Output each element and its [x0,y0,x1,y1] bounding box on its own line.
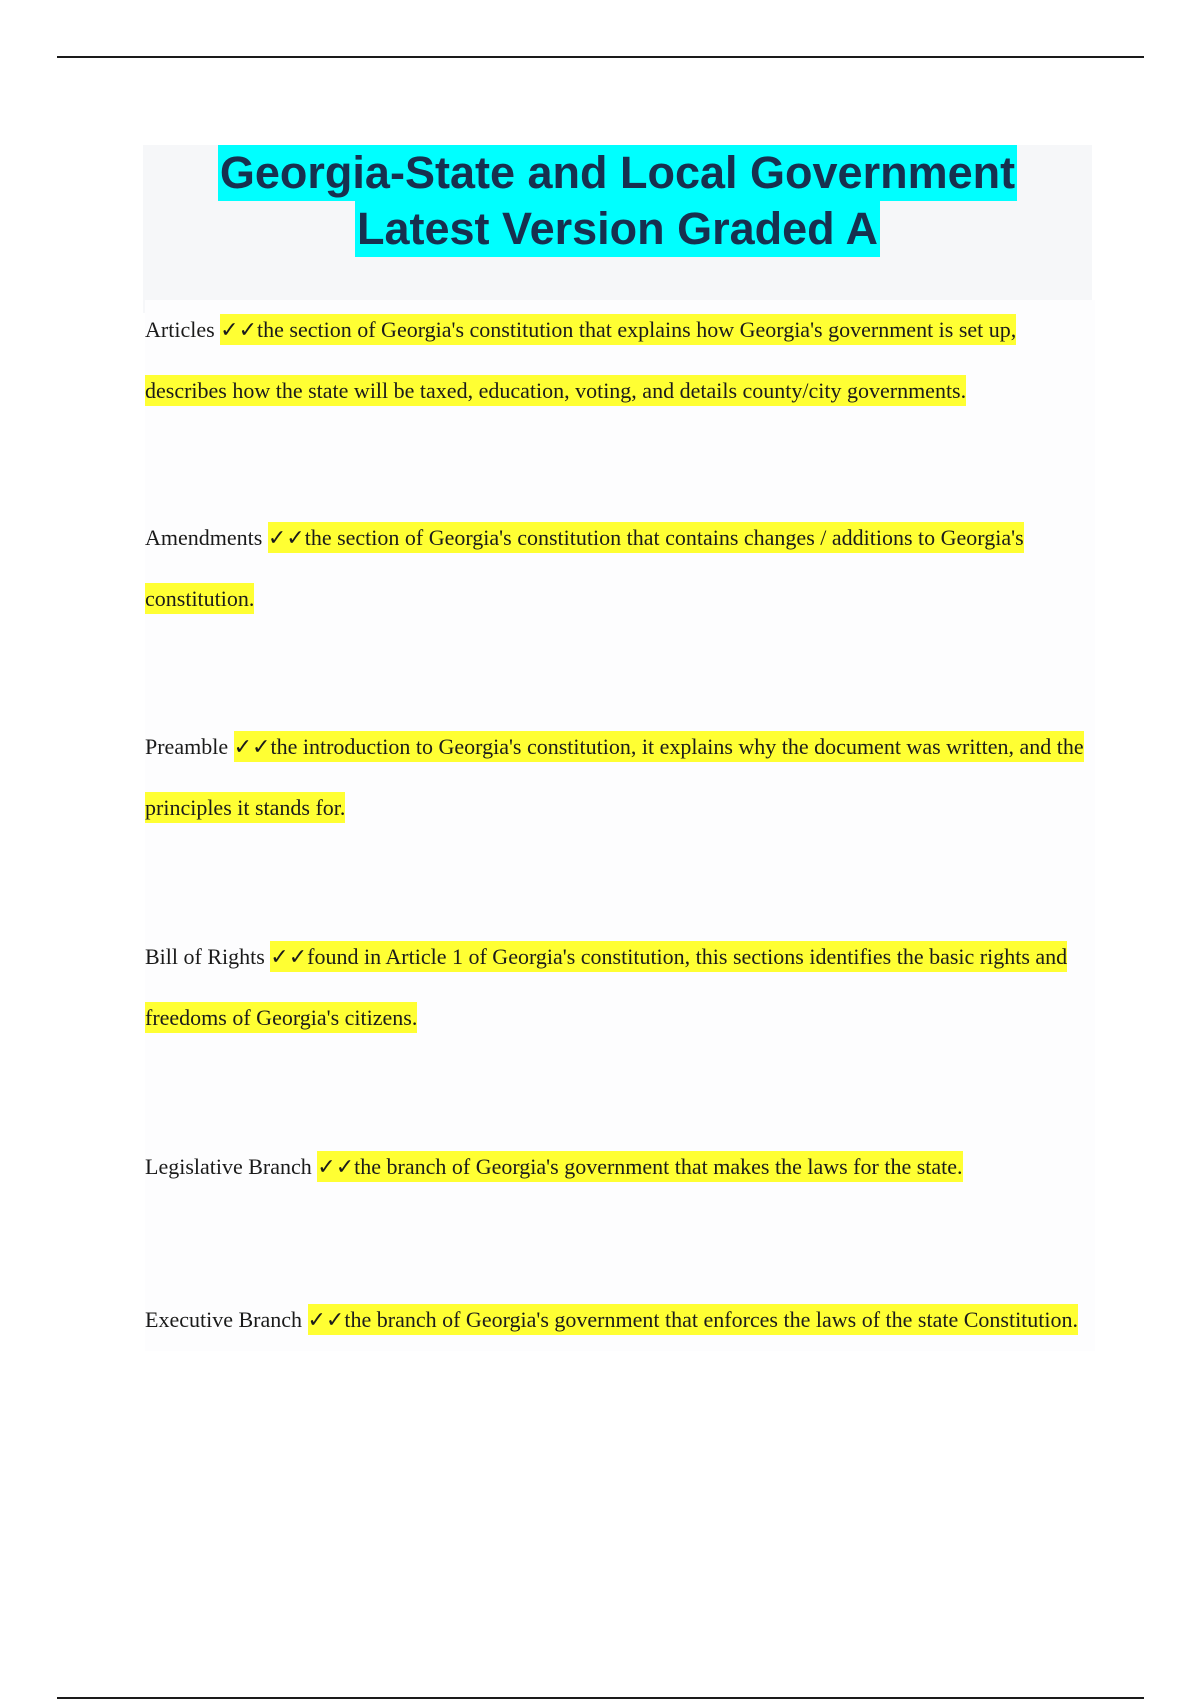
definition-legislative-branch: the branch of Georgia's government that makes the laws for the state. [354,1154,963,1179]
entry-preamble [145,717,1095,838]
title-block [143,145,1092,313]
term-legislative-branch: Legislative Branch [145,1154,312,1179]
definition-bill-of-rights: found in Article 1 of Georgia's constitution, this sections identifies the basic rights and freedoms of Georgia's citizens. [145,944,1068,1030]
entry-executive-branch [145,1290,1095,1351]
check-mark-icon: ✓✓ [220,318,258,343]
entry-bill-of-rights [145,927,1095,1048]
top-rule [57,56,1144,58]
check-mark-icon: ✓✓ [270,945,308,970]
term-executive-branch: Executive Branch [145,1307,302,1332]
term-articles: Articles [145,317,215,342]
definitions-list [145,300,1095,1351]
entry-amendments [145,508,1095,629]
definition-articles: the section of Georgia's constitution that explains how Georgia's government is set up, describes how the state will be taxed, education, voting, and details county/city governments. [145,317,1017,403]
check-mark-icon: ✓✓ [317,1155,355,1180]
check-mark-icon: ✓✓ [307,1308,345,1333]
document-title-line-2: Latest Version Graded A [355,201,880,257]
entry-articles [145,300,1095,421]
document-title-line-1: Georgia-State and Local Government [218,145,1017,201]
bottom-rule [57,1697,1144,1699]
term-amendments: Amendments [145,525,263,550]
definition-executive-branch: the branch of Georgia's government that enforces the laws of the state Constitution. [344,1307,1079,1332]
definition-preamble: the introduction to Georgia's constitution, it explains why the document was written, and the principles it stands for. [145,734,1084,820]
term-preamble: Preamble [145,734,229,759]
check-mark-icon: ✓✓ [267,526,305,551]
definition-amendments: the section of Georgia's constitution that contains changes / additions to Georgia's constitution. [145,525,1024,611]
check-mark-icon: ✓✓ [233,735,271,760]
entry-legislative-branch [145,1137,1095,1198]
term-bill-of-rights: Bill of Rights [145,944,265,969]
